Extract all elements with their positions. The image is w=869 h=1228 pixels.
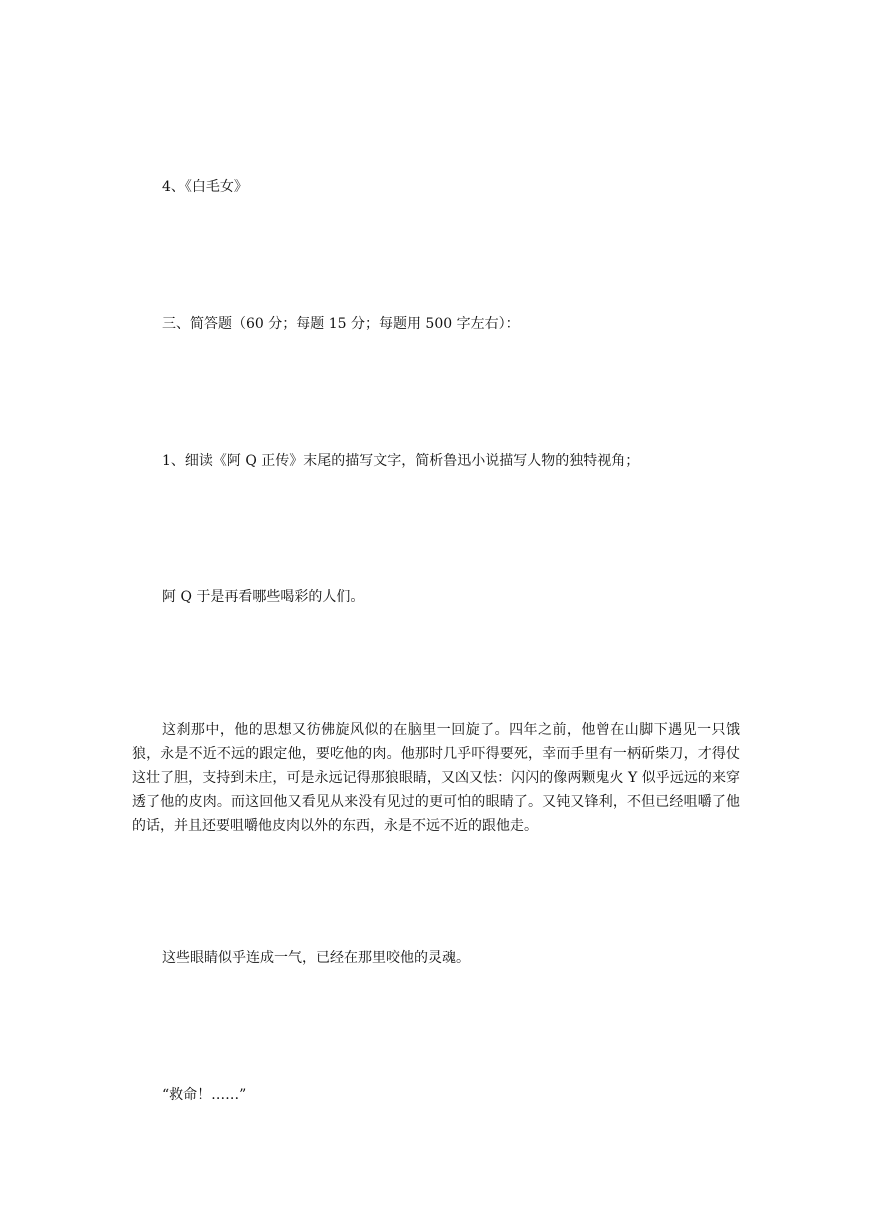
quote-paragraph-4: “救命！……” [162,1087,247,1103]
section-heading-short-answer: 三、简答题（60 分；每题 15 分；每题用 500 字左右）： [162,316,520,332]
quote-paragraph-2: 这刹那中，他的思想又彷佛旋风似的在脑里一回旋了。四年之前，他曾在山脚下遇见一只饿狼，永是不近不远的跟定他，要吃他的肉。他那时几乎吓得要死，幸而手里有一柄斫柴刀，才得仗这壮了胆，支持到未庄，可是永远记得那狼眼睛，又凶又怯：闪闪的像两颗鬼火 Y 似乎远远的来穿透了他的皮肉。而这回他又看见从来没有见过的更可怕的眼睛了。又钝又锋利，不但已经咀嚼了他的话，并且还要咀嚼他皮肉以外的东西，永是不远不近的跟他走。 [132,722,740,834]
question-1-text: 1、细读《阿 Q 正传》末尾的描写文字，简析鲁迅小说描写人物的独特视角； [162,453,640,469]
quote-paragraph-1: 阿 Q 于是再看哪些喝彩的人们。 [162,589,365,605]
list-item-white-haired-girl: 4、《白毛女》 [162,179,248,195]
quote-paragraph-3: 这些眼睛似乎连成一气，已经在那里咬他的灵魂。 [162,950,470,966]
